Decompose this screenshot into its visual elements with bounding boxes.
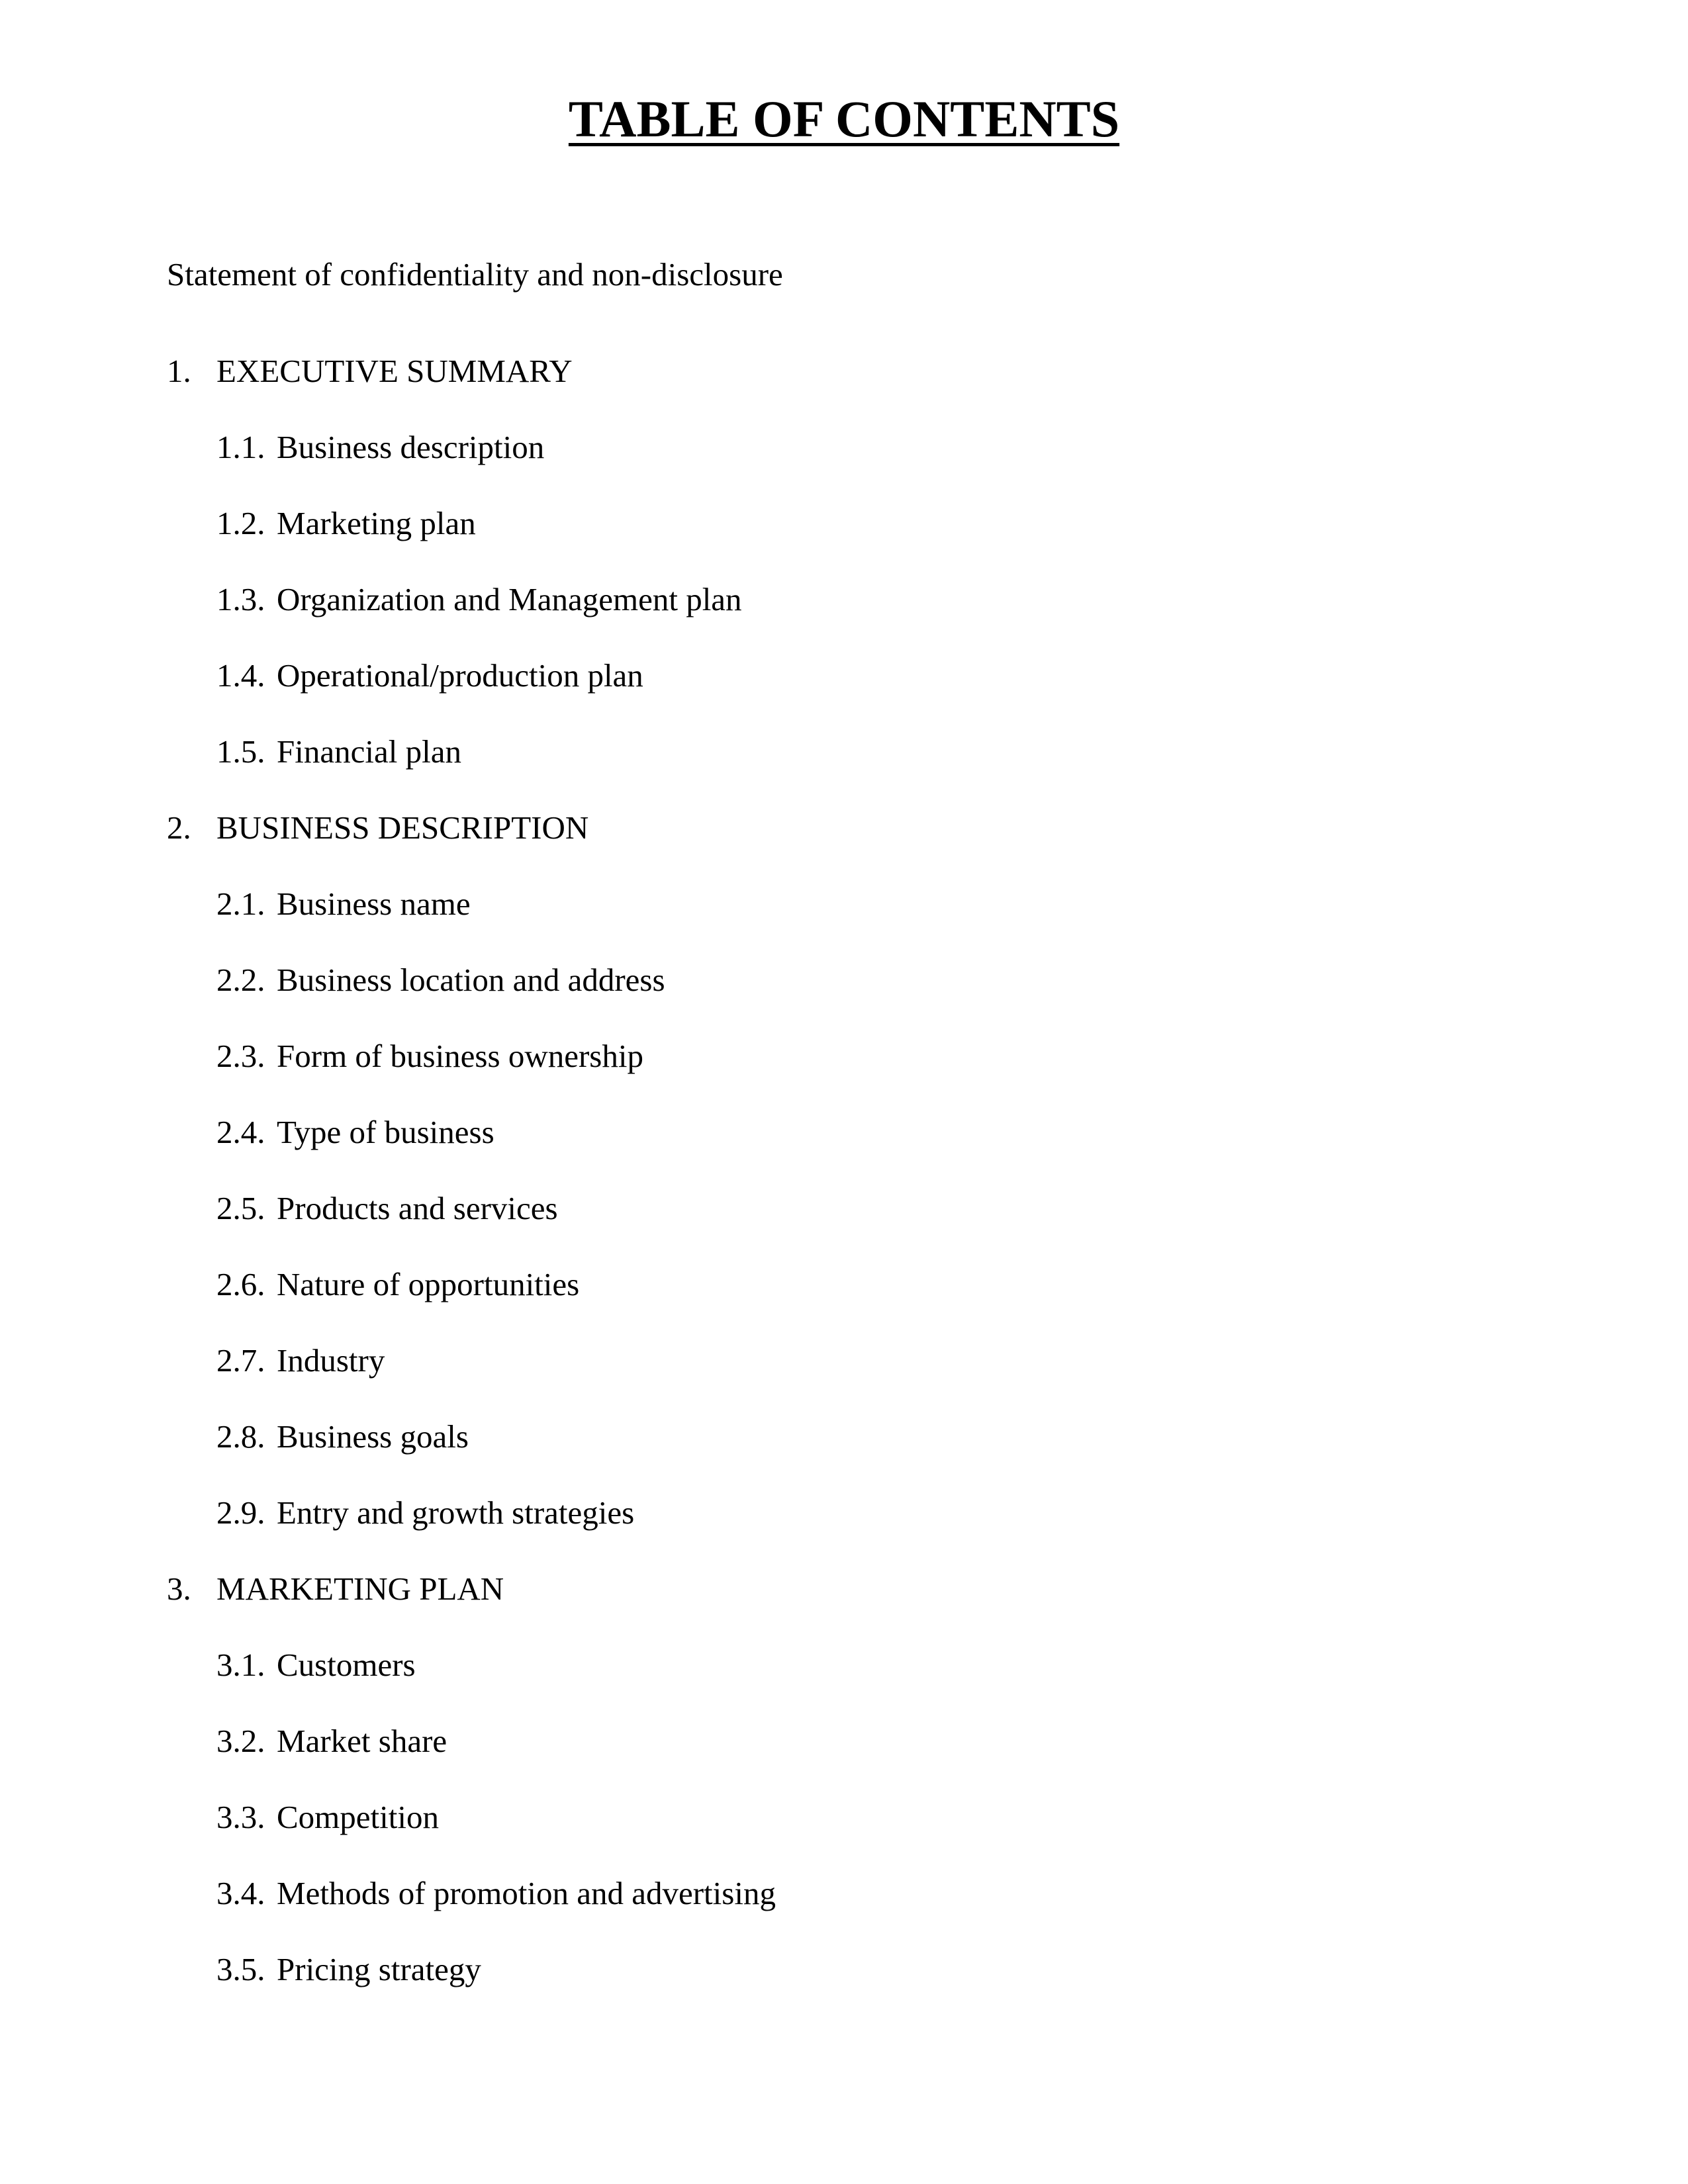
entry-title: Business goals [277, 1418, 469, 1455]
toc-entry-2-6 [167, 1261, 1623, 1338]
toc-section-1 [167, 348, 1623, 424]
entry-title: Business name [277, 886, 471, 922]
entry-number: 3.2. [216, 1723, 265, 1759]
entry-number: 2.4. [216, 1114, 265, 1150]
section-title: EXECUTIVE SUMMARY [216, 353, 573, 389]
toc-entry-1-2 [167, 500, 1623, 576]
entry-title: Industry [277, 1342, 385, 1379]
entry-title: Operational/production plan [277, 657, 643, 694]
entry-number: 2.6. [216, 1266, 265, 1302]
page-title [0, 86, 1688, 152]
entry-number: 2.8. [216, 1418, 265, 1455]
entry-title: Entry and growth strategies [277, 1494, 635, 1531]
section-number: 3. [167, 1570, 191, 1607]
entry-number: 2.1. [216, 886, 265, 922]
entry-title: Products and services [277, 1190, 558, 1226]
entry-title: Organization and Management plan [277, 581, 742, 617]
toc-entry-2-3 [167, 1033, 1623, 1109]
toc-entry-3-2 [167, 1718, 1623, 1794]
toc-entry-2-7 [167, 1338, 1623, 1414]
entry-number: 2.3. [216, 1038, 265, 1074]
entry-title: Form of business ownership [277, 1038, 643, 1074]
toc-entry-1-5 [167, 729, 1623, 805]
entry-title: Type of business [277, 1114, 494, 1150]
page-title-text: TABLE OF CONTENTS [568, 90, 1120, 148]
toc-entry-1-3 [167, 576, 1623, 653]
toc-entry-3-5 [167, 1946, 1623, 2023]
entry-number: 2.9. [216, 1494, 265, 1531]
confidentiality-statement: Statement of confidentiality and non-disclosure [167, 256, 783, 293]
entry-title: Customers [277, 1647, 416, 1683]
entry-title: Nature of opportunities [277, 1266, 580, 1302]
entry-number: 3.5. [216, 1951, 265, 1987]
toc-entry-1-4 [167, 653, 1623, 729]
entry-number: 1.5. [216, 733, 265, 770]
toc-entry-3-3 [167, 1794, 1623, 1870]
entry-number: 3.3. [216, 1799, 265, 1835]
toc-section-2 [167, 805, 1623, 881]
entry-number: 2.2. [216, 962, 265, 998]
entry-title: Market share [277, 1723, 447, 1759]
toc-entry-2-8 [167, 1414, 1623, 1490]
entry-title: Competition [277, 1799, 439, 1835]
entry-number: 3.4. [216, 1875, 265, 1911]
entry-title: Methods of promotion and advertising [277, 1875, 776, 1911]
entry-title: Pricing strategy [277, 1951, 481, 1987]
entry-number: 3.1. [216, 1647, 265, 1683]
entry-title: Financial plan [277, 733, 461, 770]
section-number: 2. [167, 809, 191, 846]
entry-title: Business location and address [277, 962, 665, 998]
table-of-contents [167, 348, 1623, 2023]
toc-entry-2-5 [167, 1185, 1623, 1261]
entry-number: 1.4. [216, 657, 265, 694]
toc-section-3 [167, 1566, 1623, 1642]
entry-title: Marketing plan [277, 505, 476, 541]
toc-entry-3-1 [167, 1642, 1623, 1718]
section-title: MARKETING PLAN [216, 1570, 504, 1607]
entry-title: Business description [277, 429, 545, 465]
toc-entry-2-9 [167, 1490, 1623, 1566]
entry-number: 2.7. [216, 1342, 265, 1379]
entry-number: 1.1. [216, 429, 265, 465]
entry-number: 2.5. [216, 1190, 265, 1226]
entry-number: 1.3. [216, 581, 265, 617]
toc-entry-2-4 [167, 1109, 1623, 1185]
toc-entry-2-2 [167, 957, 1623, 1033]
toc-entry-3-4 [167, 1870, 1623, 1946]
toc-entry-2-1 [167, 881, 1623, 957]
toc-entry-1-1 [167, 424, 1623, 500]
entry-number: 1.2. [216, 505, 265, 541]
section-number: 1. [167, 353, 191, 389]
section-title: BUSINESS DESCRIPTION [216, 809, 589, 846]
